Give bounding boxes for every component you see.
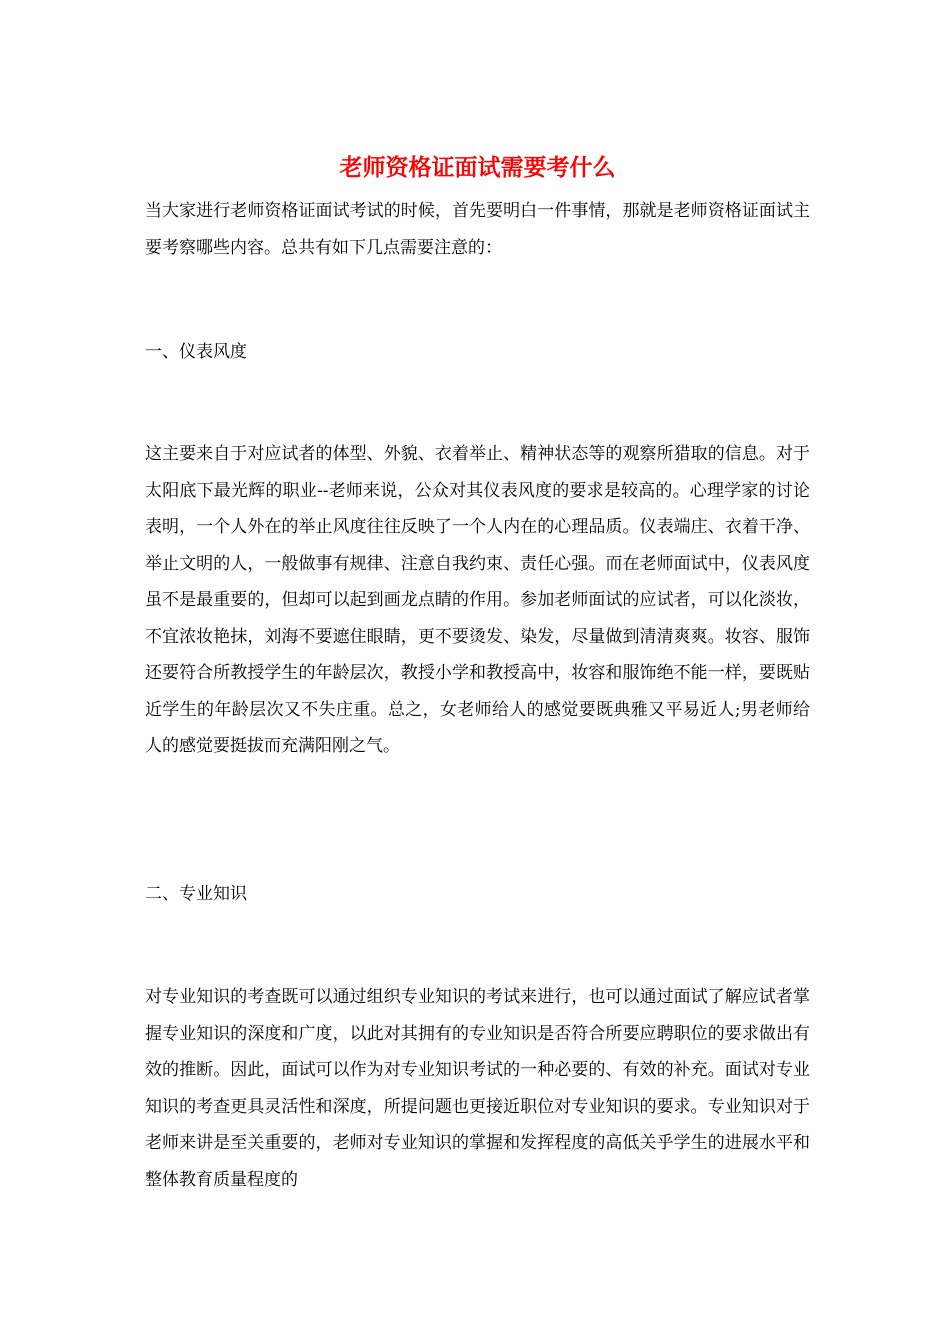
document-page	[145, 0, 810, 1344]
section-body-knowledge: 对专业知识的考查既可以通过组织专业知识的考试来进行，也可以通过面试了解应试者掌握专业知识的深度和广度，以此对其拥有的专业知识是否符合所要应聘职位的要求做出有效的推断。因此，面试可以作为对专业知识考试的一种必要的、有效的补充。面试对专业知识的考查更具灵活性和深度，所提问题也更接近职位对专业知识的要求。专业知识对于老师来讲是至关重要的，老师对专业知识的掌握和发挥程度的高低关乎学生的进展水平和整体教育质量程度的	[145, 987, 810, 1190]
document-title: 老师资格证面试需要考什么	[339, 154, 616, 181]
section-heading-appearance: 一、仪表风度	[145, 342, 247, 362]
section-heading-knowledge: 二、专业知识	[145, 884, 247, 904]
section-body-appearance: 这主要来自于对应试者的体型、外貌、衣着举止、精神状态等的观察所猎取的信息。对于太阳底下最光辉的职业--老师来说，公众对其仪表风度的要求是较高的。心理学家的讨论表明，一个人外在的举止风度往往反映了一个人内在的心理品质。仪表端庄、衣着干净、举止文明的人，一般做事有规律、注意自我约束、责任心强。而在老师面试中，仪表风度虽不是最重要的，但却可以起到画龙点睛的作用。参加老师面试的应试者，可以化淡妆，不宜浓妆艳抹，刘海不要遮住眼睛，更不要烫发、染发，尽量做到清清爽爽。妆容、服饰还要符合所教授学生的年龄层次，教授小学和教授高中，妆容和服饰绝不能一样，要既贴近学生的年龄层次又不失庄重。总之，女老师给人的感觉要既典雅又平易近人;男老师给人的感觉要挺拔而充满阳刚之气。	[145, 444, 810, 756]
intro-paragraph: 当大家进行老师资格证面试考试的时候，首先要明白一件事情，那就是老师资格证面试主要考察哪些内容。总共有如下几点需要注意的：	[145, 201, 810, 258]
